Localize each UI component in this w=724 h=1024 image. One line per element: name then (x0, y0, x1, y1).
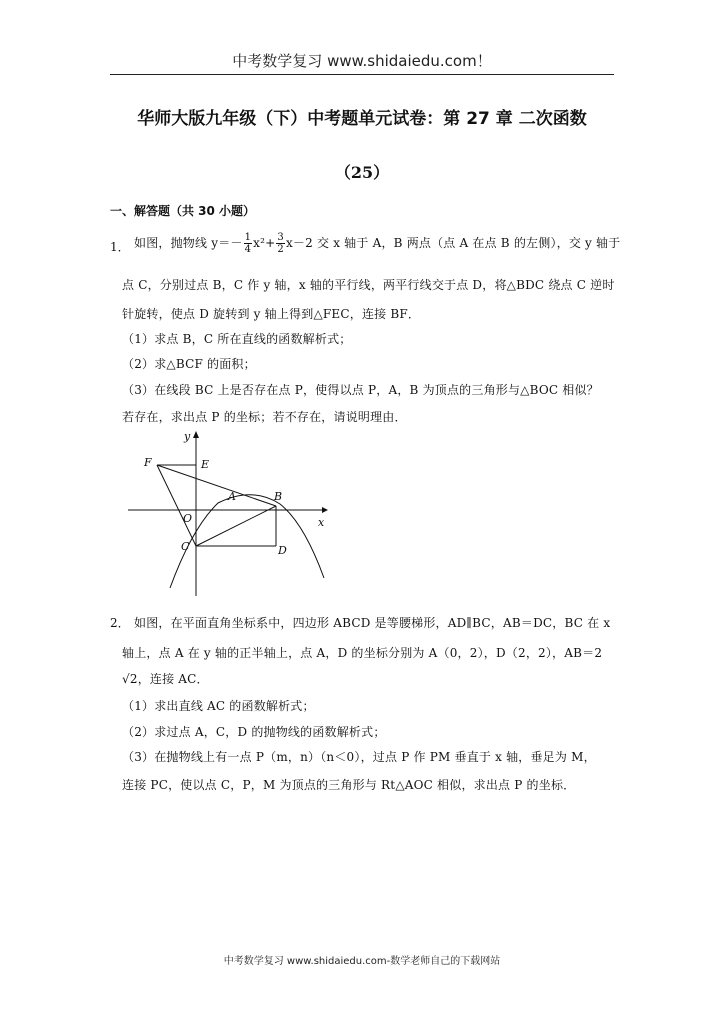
frac2-den: 2 (277, 244, 284, 255)
q1-line1-a: 如图，抛物线 y＝－ (134, 236, 243, 250)
q2-part2: （2）求过点 A，C，D 的抛物线的函数解析式； (122, 725, 386, 739)
page-header: 中考数学复习 www.shidaiedu.com！ (232, 52, 492, 70)
q1-part3: （3）在线段 BC 上是否存在点 P，使得以点 P，A，B 为顶点的三角形与△BOC 相似？ (122, 383, 599, 397)
q1-line1-c: x－2 交 x 轴于 A，B 两点（点 A 在点 B 的左侧），交 y 轴于 (285, 236, 621, 250)
q1-line2: 点 C，分别过点 B，C 作 y 轴，x 轴的平行线，两平行线交于点 D，将△BDC 绕点 C 逆时 (122, 278, 615, 292)
frac1-den: 4 (244, 244, 252, 255)
q1-line3: 针旋转，使点 D 旋转到 y 轴上得到△FEC，连接 BF． (122, 307, 421, 321)
sqrt-2: √2 (122, 672, 138, 686)
parabola-curve (170, 495, 324, 588)
q2-line3 (122, 670, 209, 687)
label-A: A (228, 490, 236, 503)
label-x: x (318, 516, 325, 529)
page-subtitle: （25） (334, 163, 390, 182)
segment-FB (157, 465, 276, 506)
q2-part3b: 连接 PC，使以点 C，P，M 为顶点的三角形与 Rt△AOC 相似，求出点 P 的坐标． (122, 778, 576, 792)
label-B: B (274, 490, 283, 503)
q2-line2: 轴上，点 A 在 y 轴的正半轴上，点 A，D 的坐标分别为 A（0，2），D（2，2），AB＝2 (122, 646, 603, 660)
q1-figure (122, 428, 342, 598)
q1-line1-b: x²+ (253, 236, 276, 250)
page-title: 华师大版九年级（下）中考题单元试卷：第 27 章 二次函数 (137, 109, 587, 129)
q1-line1 (134, 232, 620, 255)
label-C: C (181, 540, 190, 553)
q1-part3b: 若存在，求出点 P 的坐标；若不存在，请说明理由． (122, 410, 407, 424)
label-O: O (183, 512, 193, 525)
q1-part2: （2）求△BCF 的面积； (122, 357, 256, 371)
q2-number: 2． (110, 616, 130, 630)
q2-part1: （1）求出直线 AC 的函数解析式； (122, 699, 315, 713)
label-F: F (144, 456, 152, 469)
q2-line3-text: ，连接 AC． (137, 672, 209, 686)
q1-part1: （1）求点 B，C 所在直线的函数解析式； (122, 332, 352, 346)
q1-number: 1． (110, 240, 130, 254)
x-axis-arrow (322, 507, 328, 513)
q2-line1: 如图，在平面直角坐标系中，四边形 ABCD 是等腰梯形，AD∥BC，AB＝DC，BC 在 x (134, 616, 611, 630)
label-y: y (184, 430, 191, 443)
label-D: D (278, 544, 287, 557)
q2-part3: （3）在抛物线上有一点 P（m，n）（n＜0），过点 P 作 PM 垂直于 x 轴，垂足为 M， (122, 750, 596, 764)
section-heading: 一、解答题（共 30 小题） (110, 204, 256, 218)
segment-CB (196, 506, 276, 546)
page-footer: 中考数学复习 www.shidaiedu.com-数学老师自己的下载网站 (223, 956, 501, 967)
frac1-num: 1 (244, 232, 252, 243)
segment-FC (157, 465, 196, 546)
header-rule (110, 74, 614, 75)
frac2-num: 3 (277, 232, 284, 243)
q1-fraction-2 (276, 232, 285, 255)
y-axis-arrow (193, 431, 199, 438)
q1-fraction-1 (244, 232, 253, 255)
label-E: E (201, 458, 210, 471)
